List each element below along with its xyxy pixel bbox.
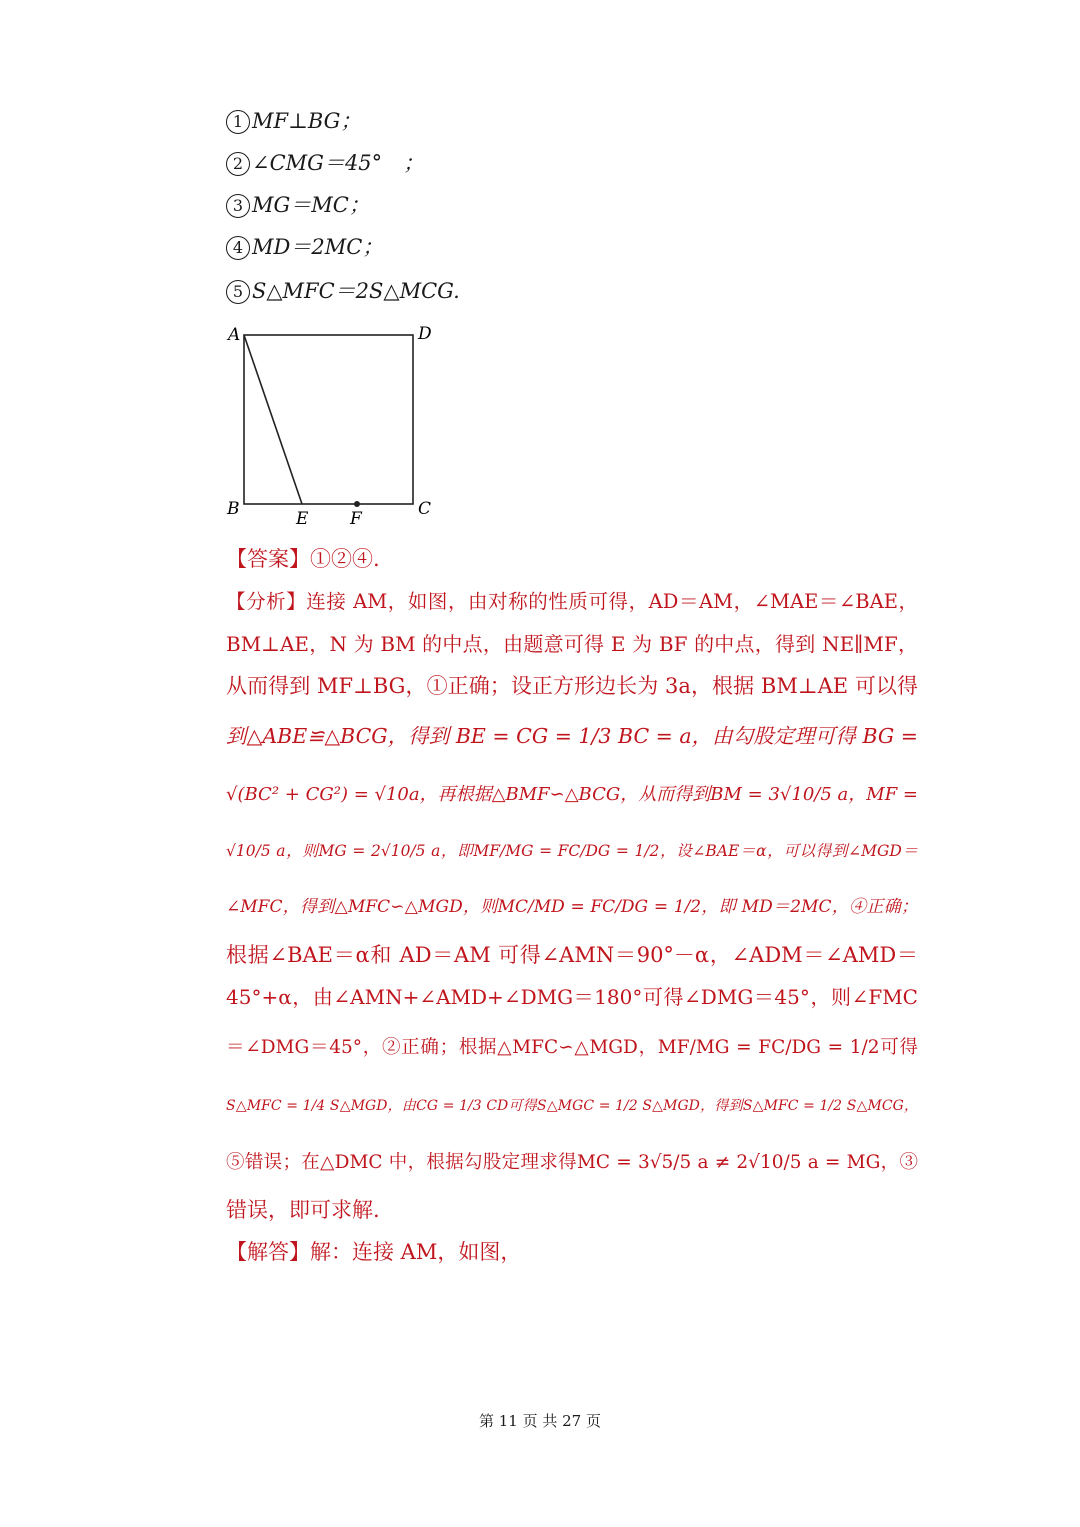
analysis-text: 连接 AM，如图，由对称的性质可得，AD＝AM，∠MAE＝∠BAE， — [306, 590, 918, 613]
square-abcd — [244, 335, 413, 504]
analysis-line-9: 45°+α，由∠AMN+∠AMD+∠DMG＝180°可得∠DMG＝45°，则∠FMC — [226, 985, 918, 1009]
label-c: C — [418, 499, 432, 519]
statement-text: MG＝MC； — [252, 193, 370, 217]
statement-3 — [226, 190, 370, 220]
page-footer: 第 11 页 共 27 页 — [478, 1412, 601, 1430]
statement-2 — [226, 148, 424, 178]
statement-5 — [226, 276, 460, 306]
statement-text: MF⊥BG； — [252, 109, 362, 133]
square-figure — [222, 320, 442, 530]
statement-1 — [226, 106, 361, 136]
analysis-line-5: √(BC² + CG²) = √10a，再根据△BMF∽△BCG，从而得到BM = 3√10/5 a，MF = — [226, 784, 918, 805]
analysis-line-3: 从而得到 MF⊥BG，①正确；设正方形边长为 3a，根据 BM⊥AE 可以得 — [226, 674, 918, 698]
statement-text: MD＝2MC； — [252, 235, 384, 259]
circled-number: 3 — [226, 194, 250, 218]
analysis-line-4: 到△ABE≌△BCG，得到 BE = CG = 1/3 BC = a，由勾股定理可得 BG = — [226, 724, 918, 748]
answer-tag: 【答案】 — [226, 547, 310, 571]
label-a: A — [228, 325, 241, 345]
circled-number: 4 — [226, 236, 250, 260]
analysis-line-1 — [226, 587, 918, 617]
analysis-line-7: ∠MFC，得到△MFC∽△MGD，则MC/MD = FC/DG = 1/2，即 MD＝2MC，④正确； — [226, 897, 918, 917]
analysis-line-10: ＝∠DMG＝45°，②正确；根据△MFC∽△MGD，MF/MG = FC/DG = 1/2可得 — [226, 1037, 918, 1058]
analysis-line-8: 根据∠BAE＝α和 AD＝AM 可得∠AMN＝90°－α，∠ADM＝∠AMD＝ — [226, 943, 918, 967]
statement-text: S△MFC＝2S△MCG. — [252, 279, 460, 303]
circled-number: 1 — [226, 110, 250, 134]
answer-line — [226, 544, 380, 574]
circled-number: 2 — [226, 152, 250, 176]
label-d: D — [418, 324, 432, 344]
label-b: B — [227, 499, 240, 519]
label-e: E — [296, 509, 309, 529]
solution-line — [226, 1237, 521, 1267]
solution-text: 解：连接 AM，如图， — [310, 1240, 522, 1264]
analysis-line-11: S△MFC = 1/4 S△MGD，由CG = 1/3 CD可得S△MGC = 1/2 S△MGD，得到S△MFC = 1/2 S△MCG， — [226, 1098, 918, 1114]
statement-text: ∠CMG＝45° ； — [252, 151, 425, 175]
answer-text: ①②④. — [310, 547, 380, 571]
statement-4 — [226, 232, 383, 262]
analysis-tag: 【分析】 — [226, 590, 307, 613]
circled-number: 5 — [226, 280, 250, 304]
solution-tag: 【解答】 — [226, 1240, 310, 1264]
analysis-line-12: ⑤错误；在△DMC 中，根据勾股定理求得MC = 3√5/5 a ≠ 2√10/5 a = MG，③ — [226, 1152, 918, 1173]
label-f: F — [350, 509, 362, 529]
analysis-line-6: √10/5 a，则MG = 2√10/5 a，即MF/MG = FC/DG = 1/2，设∠BAE＝α，可以得到∠MGD＝ — [226, 842, 918, 860]
point-f — [354, 501, 360, 507]
segment-ae — [244, 335, 302, 504]
analysis-line-2: BM⊥AE，N 为 BM 的中点，由题意可得 E 为 BF 的中点，得到 NE∥MF， — [226, 632, 918, 656]
analysis-line-13: 错误，即可求解. — [226, 1198, 380, 1222]
